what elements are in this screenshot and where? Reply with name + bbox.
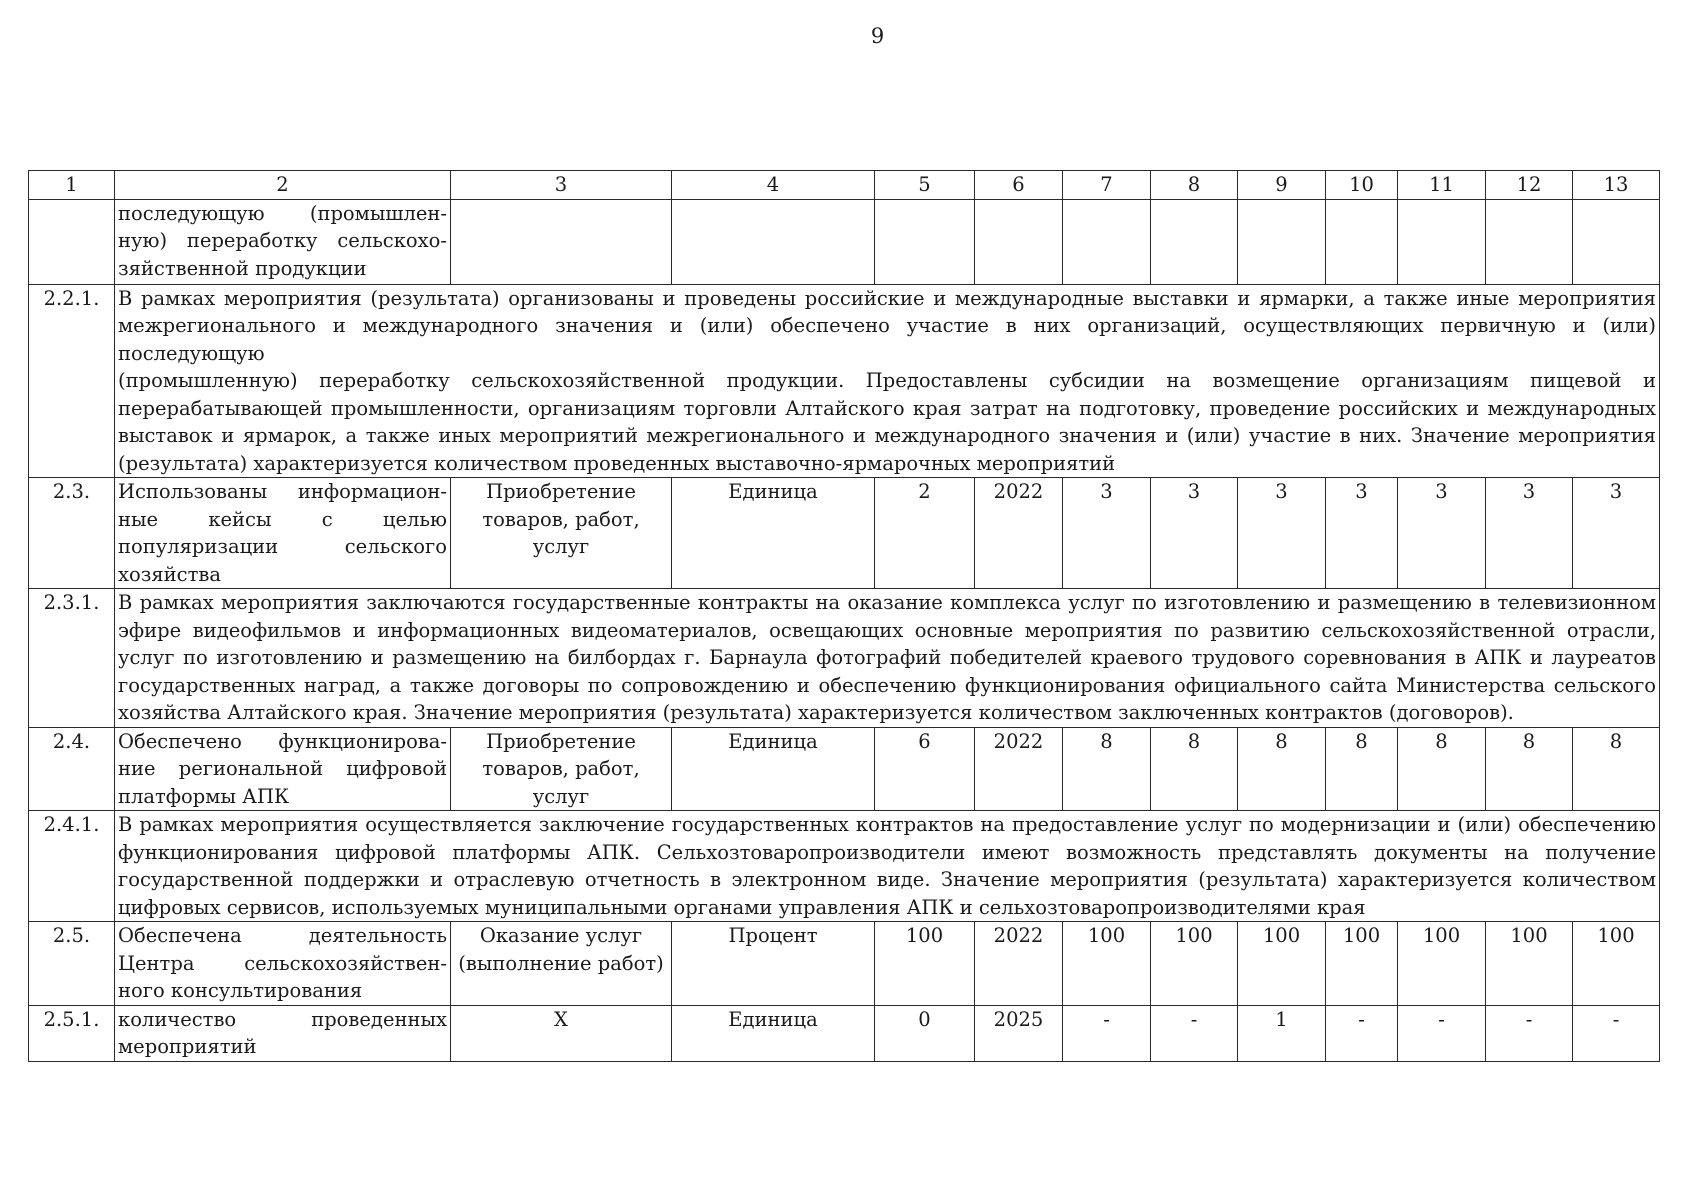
- text-line: Приобретение: [486, 480, 636, 503]
- text-line: услуг: [532, 784, 590, 808]
- activity-type: [451, 922, 672, 1006]
- year-value: 3: [1326, 478, 1398, 589]
- indicator-name: [115, 727, 451, 811]
- base-year: 2022: [975, 727, 1063, 811]
- row-number: 2.2.1.: [29, 284, 115, 478]
- unit: Единица: [672, 1005, 875, 1061]
- column-number: 5: [875, 171, 975, 200]
- column-number: 1: [29, 171, 115, 200]
- year-value: 8: [1486, 727, 1573, 811]
- table-row: [29, 922, 1660, 1006]
- text-line: перерабатывающей промышленности, организациям торговли Алтайского края затрат на подготовку, проведение российских и международных: [118, 396, 1656, 420]
- text-line: услуг по изготовлению и размещению на билбордах г. Барнаула фотографий победителей краевого трудового соревнования в АПК и лауреатов: [118, 646, 1656, 669]
- text-line: хозяйства Алтайского края. Значение мероприятия (результата) характеризуется количеством заключенных контрактов (договоров).: [118, 701, 1514, 724]
- activity-type: [451, 478, 672, 589]
- year-value: -: [1063, 1005, 1151, 1061]
- text-line: зяйственной продукции: [118, 256, 367, 280]
- year-value: 3: [1398, 478, 1486, 589]
- year-value: 8: [1398, 727, 1486, 811]
- text-line: межрегионального и международного значения и (или) обеспечено участие в них организаций, осуществляющих первичную и (или) последующую: [118, 314, 1656, 365]
- text-line: Центра сельскохозяйствен-: [118, 951, 447, 975]
- indicator-name: [115, 922, 451, 1006]
- text-line: Обеспечена деятельность: [118, 924, 447, 947]
- year-value: -: [1573, 1005, 1660, 1061]
- year-value: 100: [1486, 922, 1573, 1006]
- table-row: [29, 478, 1660, 589]
- column-number: 6: [975, 171, 1063, 200]
- column-number: 4: [672, 171, 875, 200]
- text-line: ние региональной цифровой: [118, 757, 447, 780]
- indicator-name: [115, 1005, 451, 1061]
- row-number: 2.3.: [29, 478, 115, 589]
- year-value: 1: [1238, 1005, 1326, 1061]
- indicators-table: [28, 170, 1660, 1062]
- text-line: Приобретение: [486, 729, 636, 753]
- text-line: эфире видеофильмов и информационных видеоматериалов, освещающих основные мероприятия по развитию сельскохозяйственной отрасли,: [118, 618, 1656, 642]
- year-value: 8: [1238, 727, 1326, 811]
- activity-type: [451, 727, 672, 811]
- text-line: товаров, работ,: [482, 507, 640, 531]
- row-number: 2.5.: [29, 922, 115, 1006]
- text-line: последующую (промышлен-: [118, 201, 447, 225]
- unit: Процент: [672, 922, 875, 1006]
- base-value: 100: [875, 922, 975, 1006]
- text-line: популяризации сельского: [118, 535, 447, 558]
- base-value: 0: [875, 1005, 975, 1061]
- table-row: [29, 727, 1660, 811]
- text-line: платформы АПК: [118, 784, 290, 808]
- year-value: 100: [1398, 922, 1486, 1006]
- row-number: 2.4.1.: [29, 811, 115, 922]
- year-value: -: [1398, 1005, 1486, 1061]
- table-row: [29, 284, 1660, 478]
- page-number: 9: [870, 24, 885, 48]
- column-number: 8: [1151, 171, 1238, 200]
- year-value: 3: [1063, 478, 1151, 589]
- text-line: Обеспечено функционирова-: [118, 729, 447, 753]
- activity-description: [115, 589, 1660, 728]
- text-line: ного консультирования: [118, 979, 363, 1002]
- column-number: 7: [1063, 171, 1151, 200]
- unit: Единица: [672, 478, 875, 589]
- text-line: государственных наград, а также договоры по сопровождению и обеспечению функционирования официального сайта Министерства сельского: [118, 673, 1656, 697]
- text-line: количество проведенных: [118, 1007, 447, 1031]
- activity-description: [115, 811, 1660, 922]
- text-line: (промышленную) переработку сельскохозяйственной продукции. Предоставлены субсидии на возмещение организациям пищевой и: [118, 369, 1656, 392]
- year-value: 100: [1326, 922, 1398, 1006]
- year-value: 8: [1151, 727, 1238, 811]
- table-row: [29, 199, 1660, 284]
- year-value: 8: [1063, 727, 1151, 811]
- year-value: 8: [1573, 727, 1660, 811]
- text-line: Использованы информацион-: [118, 480, 447, 503]
- base-year: 2025: [975, 1005, 1063, 1061]
- column-number: 2: [115, 171, 451, 200]
- text-line: государственной поддержки и отраслевую отчетность в электронном виде. Значение мероприятия (результата) характеризуется количеством: [118, 868, 1656, 891]
- year-value: 100: [1063, 922, 1151, 1006]
- text-line: цифровых сервисов, используемых муниципальными органами управления АПК и сельхозтоваропроизводителями края: [118, 895, 1366, 919]
- column-number: 9: [1238, 171, 1326, 200]
- row-number: [29, 199, 115, 284]
- table-row: [29, 589, 1660, 728]
- text-line: выставок и ярмарок, а также иных мероприятий межрегионального и международного значения и (или) участие в них. Значение мероприятия: [118, 424, 1656, 447]
- text-line: мероприятий: [118, 1035, 257, 1058]
- text-line: хозяйства: [118, 562, 221, 586]
- row-number: 2.4.: [29, 727, 115, 811]
- text-line: (выполнение работ): [458, 951, 664, 975]
- column-number: 10: [1326, 171, 1398, 200]
- base-value: 6: [875, 727, 975, 811]
- text-line: В рамках мероприятия осуществляется заключение государственных контрактов на предоставление услуг по модернизации и (или) обеспечению: [118, 813, 1656, 836]
- base-year: 2022: [975, 922, 1063, 1006]
- indicator-name: [115, 199, 451, 284]
- column-number: 12: [1486, 171, 1573, 200]
- column-number-row: [29, 171, 1660, 200]
- text-line: функционирования цифровой платформы АПК. Сельхозтоваропроизводители имеют возможность представлять документы на получение: [118, 840, 1656, 864]
- year-value: 100: [1151, 922, 1238, 1006]
- text-line: (результата) характеризуется количеством проведенных выставочно-ярмарочных мероприятий: [118, 451, 1116, 475]
- unit: Единица: [672, 727, 875, 811]
- year-value: 3: [1151, 478, 1238, 589]
- text-line: ные кейсы с целью: [118, 507, 447, 531]
- activity-type: X: [451, 1005, 672, 1061]
- row-number: 2.5.1.: [29, 1005, 115, 1061]
- text-line: товаров, работ,: [482, 757, 640, 780]
- text-line: В рамках мероприятия заключаются государственные контракты на оказание комплекса услуг по изготовлению и размещению в телевизионном: [118, 591, 1656, 614]
- year-value: 8: [1326, 727, 1398, 811]
- year-value: 100: [1238, 922, 1326, 1006]
- year-value: -: [1151, 1005, 1238, 1061]
- table-row: [29, 811, 1660, 922]
- row-number: 2.3.1.: [29, 589, 115, 728]
- activity-description: [115, 284, 1660, 478]
- table-row: [29, 1005, 1660, 1061]
- text-line: В рамках мероприятия (результата) организованы и проведены российские и международные выставки и ярмарки, а также иные мероприятия: [118, 286, 1656, 310]
- year-value: -: [1486, 1005, 1573, 1061]
- base-value: 2: [875, 478, 975, 589]
- indicator-name: [115, 478, 451, 589]
- base-year: 2022: [975, 478, 1063, 589]
- text-line: услуг: [532, 535, 590, 558]
- column-number: 11: [1398, 171, 1486, 200]
- text-line: Оказание услуг: [479, 924, 643, 947]
- year-value: 3: [1238, 478, 1326, 589]
- column-number: 3: [451, 171, 672, 200]
- year-value: 3: [1573, 478, 1660, 589]
- year-value: -: [1326, 1005, 1398, 1061]
- year-value: 100: [1573, 922, 1660, 1006]
- text-line: ную) переработку сельскохо-: [118, 229, 447, 252]
- column-number: 13: [1573, 171, 1660, 200]
- year-value: 3: [1486, 478, 1573, 589]
